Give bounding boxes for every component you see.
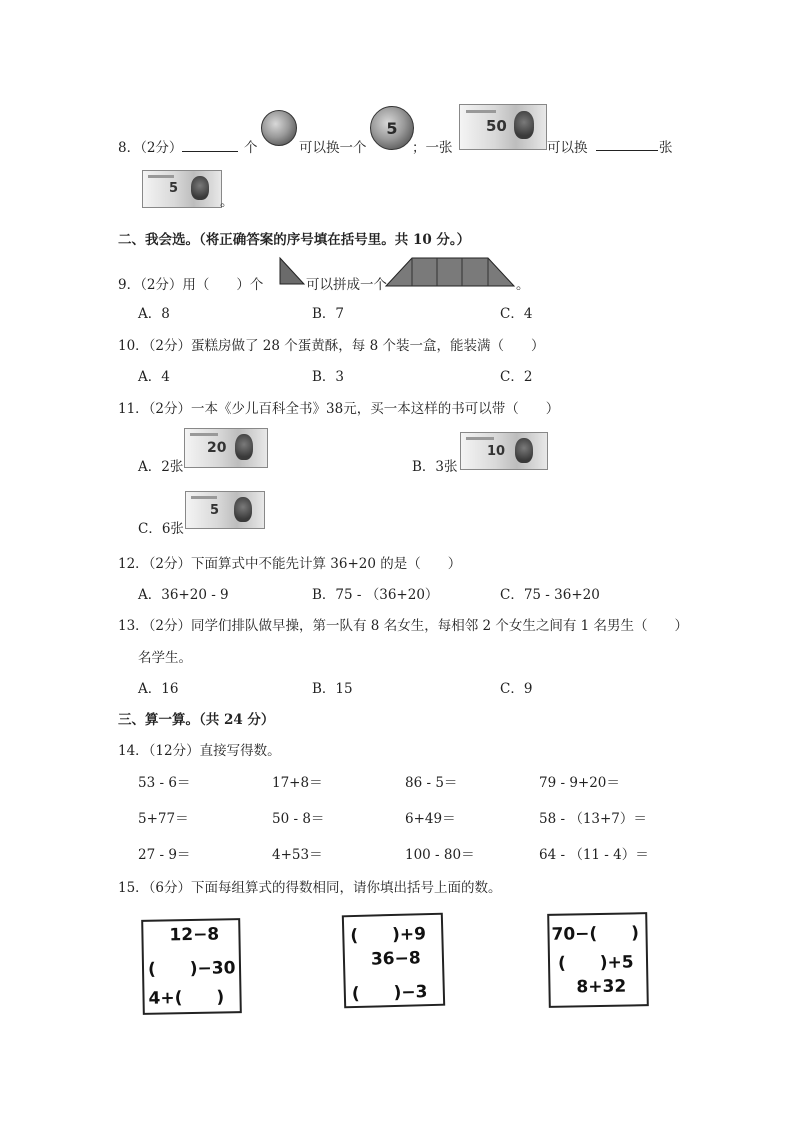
q12-text: 12．（2分）下面算式中不能先计算 36+20 的是（ ） xyxy=(118,556,462,572)
answer-blank[interactable] xyxy=(596,136,658,151)
q12-option-b[interactable]: B．75 - （36+20） xyxy=(312,587,439,603)
note-band xyxy=(466,437,494,440)
q8-text-3: ；一张 xyxy=(412,140,453,156)
q9-text-b: 可以拼成一个 xyxy=(306,277,387,293)
box-expression: 8+32 xyxy=(576,976,627,998)
q8-prefix: 8．（2分） xyxy=(118,140,183,156)
note-band xyxy=(466,110,496,113)
q11-option-b[interactable]: B．3张 xyxy=(412,459,458,475)
note-value: 50 xyxy=(486,117,507,135)
q10-option-a[interactable]: A．4 xyxy=(138,369,170,385)
box-expression-blank[interactable]: ( )−3 xyxy=(351,982,428,1005)
box-expression: 36−8 xyxy=(370,948,421,970)
calc-item[interactable]: 64 - （11 - 4）＝ xyxy=(539,847,649,863)
calc-item[interactable]: 4+53＝ xyxy=(272,847,323,863)
note-value: 10 xyxy=(487,444,506,459)
one-jiao-coin-image xyxy=(261,110,297,146)
q15-text: 15．（6分）下面每组算式的得数相同，请你填出括号上面的数。 xyxy=(118,880,502,896)
q14-text: 14．（12分）直接写得数。 xyxy=(118,743,281,759)
q8-text-1: 个 xyxy=(244,140,258,156)
box-expression: 12−8 xyxy=(169,924,220,946)
trapezoid-outline xyxy=(386,258,514,286)
portrait xyxy=(514,111,534,139)
calc-item[interactable]: 100 - 80＝ xyxy=(405,847,475,863)
coin-value: 5 xyxy=(386,118,398,138)
trapezoid-shape-image xyxy=(384,256,516,288)
q8-text-4: 可以换 xyxy=(547,140,588,156)
note-band xyxy=(191,496,217,499)
q8-line xyxy=(118,136,238,156)
q9-text-a: 9．（2分）用（ ）个 xyxy=(118,277,264,293)
calc-item[interactable]: 79 - 9+20＝ xyxy=(539,775,620,791)
q8-text-2: 可以换一个 xyxy=(299,140,367,156)
box-expression-blank[interactable]: ( )+9 xyxy=(350,924,427,947)
portrait xyxy=(234,497,252,522)
calc-item[interactable]: 17+8＝ xyxy=(272,775,323,791)
q13-option-a[interactable]: A．16 xyxy=(138,681,179,697)
fifty-yuan-note-image xyxy=(459,104,547,150)
ten-yuan-note-image xyxy=(460,432,548,470)
box-expression-blank[interactable]: ( )−30 xyxy=(147,958,236,980)
q8-text-6: 。 xyxy=(220,194,234,210)
portrait xyxy=(235,434,253,460)
note-value: 5 xyxy=(210,503,220,518)
q13-text-line1: 13．（2分）同学们排队做早操，第一队有 8 名女生，每相邻 2 个女生之间有 1 名男生（ ） xyxy=(118,618,689,634)
calc-item[interactable]: 53 - 6＝ xyxy=(138,775,191,791)
twenty-yuan-note-image xyxy=(184,428,268,468)
q10-option-b[interactable]: B．3 xyxy=(312,369,345,385)
q12-option-a[interactable]: A．36+20 - 9 xyxy=(138,587,229,603)
calc-item[interactable]: 6+49＝ xyxy=(405,811,456,827)
equation-box-3 xyxy=(547,912,649,1008)
q9-text-c: 。 xyxy=(516,277,530,293)
calc-item[interactable]: 5+77＝ xyxy=(138,811,189,827)
calc-item[interactable]: 86 - 5＝ xyxy=(405,775,458,791)
box-expression-blank[interactable]: ( )+5 xyxy=(557,952,634,974)
five-yuan-note-image xyxy=(142,170,222,208)
note-value: 5 xyxy=(169,181,179,196)
q9-option-c[interactable]: C．4 xyxy=(500,306,533,322)
equation-box-2 xyxy=(342,913,445,1009)
q11-text: 11．（2分）一本《少儿百科全书》38元，买一本这样的书可以带（ ） xyxy=(118,401,560,417)
calc-item[interactable]: 58 - （13+7）＝ xyxy=(539,811,647,827)
q8-text-5: 张 xyxy=(659,140,673,156)
triangle-shape xyxy=(280,258,304,284)
calc-item[interactable]: 27 - 9＝ xyxy=(138,847,191,863)
q10-text: 10．（2分）蛋糕房做了 28 个蛋黄酥，每 8 个装一盒，能装满（ ） xyxy=(118,338,545,354)
q9-option-a[interactable]: A．8 xyxy=(138,306,170,322)
q11-option-c[interactable]: C．6张 xyxy=(138,521,184,537)
portrait xyxy=(515,438,533,463)
note-value: 20 xyxy=(207,440,227,456)
five-yuan-note-image xyxy=(185,491,265,529)
answer-blank[interactable] xyxy=(182,137,238,152)
box-expression-blank[interactable]: 4+( ) xyxy=(148,987,225,1009)
q9-option-b[interactable]: B．7 xyxy=(312,306,345,322)
note-band xyxy=(148,175,174,178)
calc-item[interactable]: 50 - 8＝ xyxy=(272,811,325,827)
q12-option-c[interactable]: C．75 - 36+20 xyxy=(500,587,600,603)
q13-option-b[interactable]: B．15 xyxy=(312,681,353,697)
section-3-title: 三、算一算。（共 24 分） xyxy=(118,712,275,728)
q10-option-c[interactable]: C．2 xyxy=(500,369,533,385)
triangle-piece-image xyxy=(276,256,306,286)
q13-option-c[interactable]: C．9 xyxy=(500,681,533,697)
equation-box-1 xyxy=(141,918,242,1015)
note-band xyxy=(190,433,218,436)
q11-option-a[interactable]: A．2张 xyxy=(138,459,184,475)
box-expression-blank[interactable]: 70−( ) xyxy=(551,923,640,945)
q13-text-line2: 名学生。 xyxy=(138,650,192,666)
section-2-title: 二、我会选。（将正确答案的序号填在括号里。共 10 分。） xyxy=(118,232,471,248)
portrait xyxy=(191,176,209,200)
five-jiao-coin-image xyxy=(370,106,414,150)
